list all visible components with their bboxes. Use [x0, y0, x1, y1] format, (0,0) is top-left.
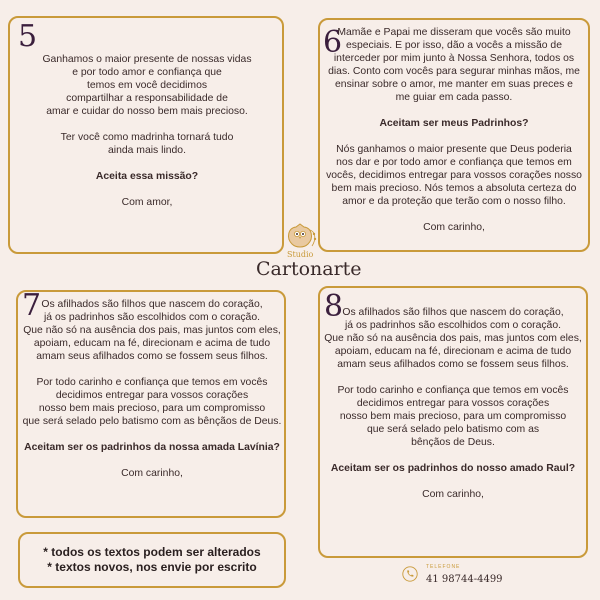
text-line: decidimos entregar para vossos corações	[55, 390, 249, 401]
text-line: nosso bem mais precioso, para um compromisso	[38, 403, 266, 414]
notes-box	[18, 532, 286, 588]
card-6-number: 6	[323, 25, 343, 60]
card-6-text	[326, 26, 582, 234]
contact-label: TELEFONE	[426, 564, 461, 570]
card-5-text	[16, 53, 278, 209]
card-7-question: Aceitam ser os padrinhos da nossa amada Lavínia?	[24, 442, 280, 453]
text-line: compartilhar a responsabilidade de	[66, 93, 228, 104]
text-line: Por todo carinho e confiança que temos em vocês	[337, 385, 569, 396]
text-line: bem mais precioso. Nós temos a absoluta certeza do	[331, 183, 577, 194]
text-line: Mamãe e Papai me disseram que vocês são muito	[337, 27, 571, 38]
text-line: me guiar em cada passo.	[395, 92, 513, 103]
owl-icon	[280, 222, 320, 252]
text-line: já os padrinhos são escolhidos com o coração.	[344, 320, 562, 331]
phone-icon	[402, 566, 418, 582]
text-line: amor e da proteção que terão com o nosso filho.	[342, 196, 566, 207]
card-7-text	[22, 298, 282, 480]
text-line: já os padrinhos são escolhidos com o coração.	[43, 312, 261, 323]
contact-phone: 41 98744-4499	[426, 574, 503, 585]
logo-studio: Studio	[287, 250, 314, 259]
text-line: e por todo amor e confiança que	[72, 67, 222, 78]
text-line: Por todo carinho e confiança que temos em vocês	[36, 377, 268, 388]
logo-brand: Cartonarte	[256, 258, 362, 280]
logo	[250, 222, 362, 292]
text-line: amam seus afilhados como se fossem seus filhos.	[337, 359, 569, 370]
text-line: Os afilhados são filhos que nascem do coração,	[41, 299, 263, 310]
card-5-question: Aceita essa missão?	[95, 171, 199, 182]
card-6-question: Aceitam ser meus Padrinhos?	[379, 118, 529, 129]
text-line: Ganhamos o maior presente de nossas vidas	[42, 54, 252, 65]
card-7-number: 7	[22, 288, 42, 323]
text-line: Que não só na ausência dos pais, mas juntos com eles,	[324, 333, 582, 344]
text-line: nosso bem mais precioso, para um compromisso	[339, 411, 567, 422]
card-8-number: 8	[324, 289, 344, 324]
text-line: Nós ganhamos o maior presente que Deus poderia	[336, 144, 572, 155]
text-line: amam seus afilhados como se fossem seus filhos.	[36, 351, 268, 362]
card-8-closing: Com carinho,	[422, 489, 484, 500]
text-line: que será selado pelo batismo com as bênçãos de Deus.	[22, 416, 282, 427]
text-line: Que não só na ausência dos pais, mas juntos com eles,	[23, 325, 281, 336]
text-line: especiais. E por isso, dão a vocês a missão de	[345, 40, 562, 51]
text-line: Os afilhados são filhos que nascem do coração,	[342, 307, 564, 318]
text-line: amar e cuidar do nosso bem mais precioso.	[46, 106, 248, 117]
text-line: apoiam, educam na fé, direcionam e acima de tudo	[334, 346, 572, 357]
text-line: Ter você como madrinha tornará tudo	[60, 132, 234, 143]
card-5-closing: Com amor,	[121, 197, 173, 208]
text-line: que será selado pelo batismo com as	[366, 424, 540, 435]
card-5-number: 5	[18, 19, 38, 54]
contact	[400, 562, 510, 590]
text-line: interceder por mim junto à Nossa Senhora, todos os	[333, 53, 575, 64]
text-line: vocês, decidimos entregar para vossos corações nosso	[326, 170, 582, 181]
card-8-question: Aceitam ser os padrinhos do nosso amado Raul?	[330, 463, 576, 474]
note-line-1: * todos os textos podem ser alterados	[43, 545, 261, 559]
text-line: bênçãos de Deus.	[411, 437, 495, 448]
text-line: nos dar e por todo amor e confiança que temos em	[336, 157, 572, 168]
text-line: temos em você decidimos	[86, 80, 208, 91]
text-line: ainda mais lindo.	[108, 145, 186, 156]
text-line: apoiam, educam na fé, direcionam e acima de tudo	[33, 338, 271, 349]
card-6-closing: Com carinho,	[423, 222, 485, 233]
card-8-text	[324, 306, 582, 501]
text-line: ensinar sobre o amor, me manter em suas preces e	[335, 79, 573, 90]
note-line-2: * textos novos, nos envie por escrito	[47, 560, 257, 574]
text-line: dias. Conto com vocês para segurar minhas mãos, me	[328, 66, 580, 77]
card-7-closing: Com carinho,	[121, 468, 183, 479]
text-line: decidimos entregar para vossos corações	[356, 398, 550, 409]
